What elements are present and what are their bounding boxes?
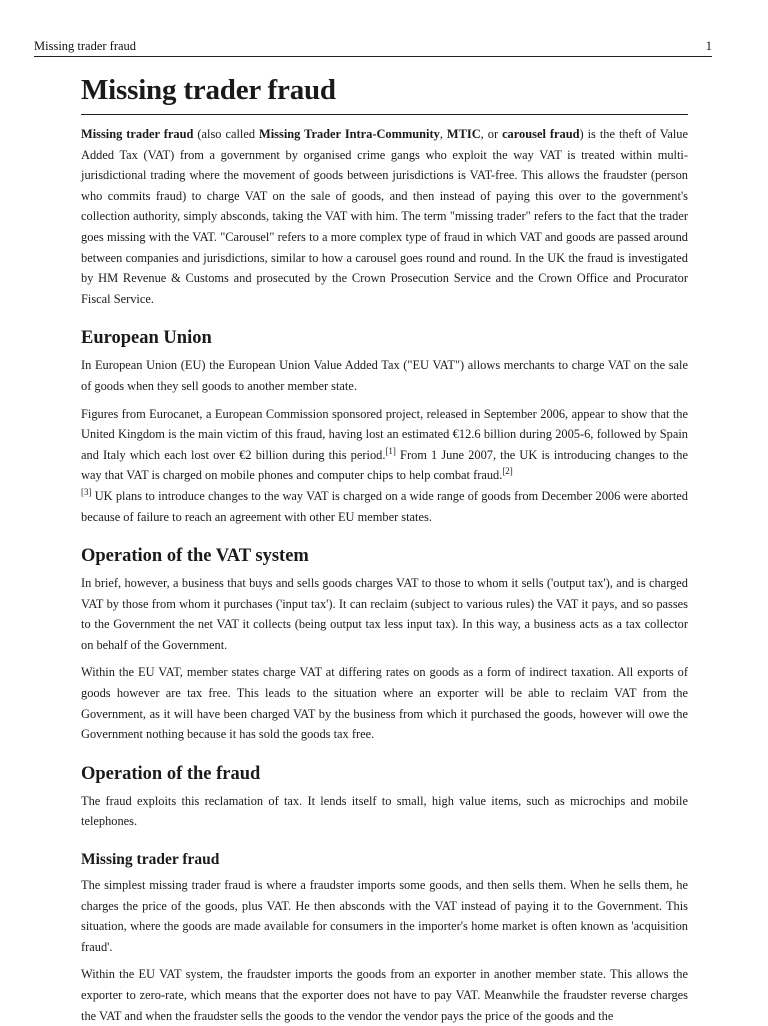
term-carousel-fraud: carousel fraud — [502, 127, 580, 141]
term-mtic: MTIC — [446, 127, 481, 141]
reference-1[interactable]: [1] — [385, 445, 396, 456]
reference-2[interactable]: [2] — [502, 466, 513, 477]
eu-text-a: Figures from Eurocanet, a European Commission sponsored project, released in September 2006, appear to show that the United Kingdom is the main victim of this fraud, having lost an estimated €12.6 billion during 2005-6, followed by Spain and Italy which each lost over €2 billion during this period. — [81, 406, 688, 462]
reference-3[interactable]: [3] — [81, 486, 92, 497]
intro-text-4: ) is the theft of Value Added Tax (VAT) from a government by organised crime gangs who exploit the way VAT is treated within multi-jurisdictional trading where the movement of goods between jurisdictions is VAT-free. This allows the fraudster (person who commits fraud) to charge VAT on the sale of goods, and then instead of paying this over to the government's collection authority, simply absconds, taking the VAT with him. The term "missing trader" refers to the fact that the trader goes missing with the VAT. "Carousel" refers to a more complex type of fraud in which VAT and goods are passed around between companies and jurisdictions, similar to how a carousel goes round and round. In the UK the fraud is investigated by HM Revenue & Customs and prosecuted by the Crown Prosecution Service and the Crown Office and Procurator Fiscal Service. — [81, 127, 688, 306]
intro-paragraph — [81, 124, 688, 309]
subsection-heading-missing-trader-fraud: Missing trader fraud — [81, 851, 220, 869]
section-heading-operation-of-fraud: Operation of the fraud — [81, 763, 261, 784]
term-missing-trader-fraud: Missing trader fraud — [81, 127, 194, 141]
section-heading-vat-system: Operation of the VAT system — [81, 546, 309, 567]
intro-text-3: , or — [480, 127, 503, 141]
eu-paragraph-1: In European Union (EU) the European Union Value Added Tax ("EU VAT") allows merchants to charge VAT on the sale of goods when they sell goods to another member state. — [81, 358, 688, 393]
vat-paragraph-2: Within the EU VAT, member states charge VAT at differing rates on goods as a form of indirect taxation. All exports of goods however are tax free. This leads to the situation where an exporter will be able to reclaim VAT from the Government, as it will have been charged VAT by the business from which it purchased the goods, however will owe the Government nothing because it has sold the goods tax free. — [81, 665, 688, 742]
eu-text-c: UK plans to introduce changes to the way VAT is charged on a wide range of goods from December 2006 were aborted because of failure to reach an agreement with other EU member states. — [81, 488, 688, 524]
fraud-paragraph-2: The simplest missing trader fraud is where a fraudster imports some goods, and then sells them. When he sells them, he charges the price of the goods, plus VAT. He then absconds with the VAT instead of paying it to the Government. This situation, where the goods are made available for consumers in the importer's home market is often known as 'acquisition fraud'. — [81, 878, 688, 954]
intro-text-1: (also called — [193, 127, 260, 141]
section-heading-european-union: European Union — [81, 328, 212, 349]
fraud-paragraph-3: Within the EU VAT system, the fraudster imports the goods from an exporter in another member state. This allows the exporter to zero-rate, which means that the exporter does not have to pay VAT. Meanwhile the fraudster reverse charges the VAT and when the fraudster sells the goods to the vendor the vendor pays the price of the goods and the — [81, 967, 688, 1023]
running-title: Missing trader fraud — [34, 39, 137, 53]
article-body — [81, 74, 688, 1026]
page-title: Missing trader fraud — [81, 74, 688, 115]
page-number: 1 — [705, 39, 712, 53]
intro-text-2: , — [439, 127, 447, 141]
vat-paragraph-1: In brief, however, a business that buys and sells goods charges VAT to those to whom it sells ('output tax'), and is charged VAT by those from whom it purchases ('input tax'). It can reclaim (subject to various rules) the VAT it pays, and so passes to the Government the net VAT it collects (being output tax less input tax). In this way, a business acts as a tax collector on behalf of the Government. — [81, 576, 688, 652]
eu-paragraph-2 — [81, 404, 688, 528]
running-header — [34, 38, 712, 57]
term-mtic-full: Missing Trader Intra-Community — [259, 127, 440, 141]
eu-text-b: From 1 June 2007, the UK is introducing changes to the way that VAT is charged on mobile phones and computer chips to help combat fraud. — [81, 447, 688, 483]
fraud-paragraph-1: The fraud exploits this reclamation of tax. It lends itself to small, high value items, such as microchips and mobile telephones. — [81, 793, 688, 829]
